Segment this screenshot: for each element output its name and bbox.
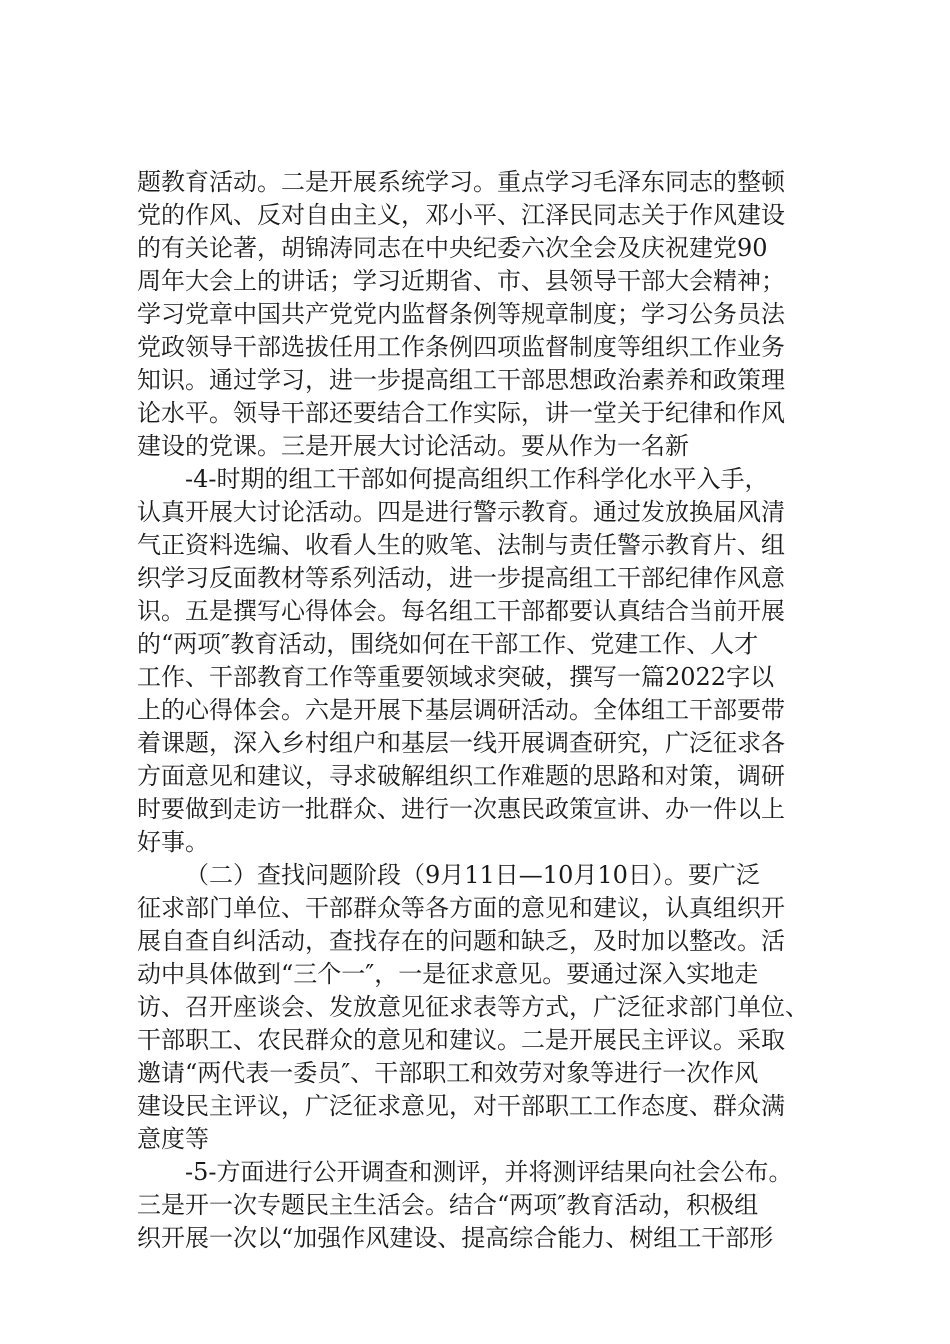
text-line: 论水平。领导干部还要结合工作实际，讲一堂关于纪律和作风 bbox=[137, 399, 785, 427]
body-text bbox=[137, 166, 837, 1255]
text-line: 建设的党课。三是开展大讨论活动。要从作为一名新 bbox=[137, 432, 689, 460]
text-line: 访、召开座谈会、发放意见征求表等方式，广泛征求部门单位、 bbox=[137, 993, 809, 1021]
text-line: 动中具体做到“三个一″，一是征求意见。要通过深入实地走 bbox=[137, 960, 759, 988]
text-line: 干部职工、农民群众的意见和建议。二是开展民主评议。采取 bbox=[137, 1026, 785, 1054]
text-line: 时要做到走访一批群众、进行一次惠民政策宣讲、办一件以上 bbox=[137, 795, 785, 823]
text-line: 邀请“两代表一委员″、干部职工和效劳对象等进行一次作风 bbox=[137, 1059, 759, 1087]
text-line: 的有关论著，胡锦涛同志在中央纪委六次全会及庆祝建党90 bbox=[137, 234, 768, 262]
text-line: 工作、干部教育工作等重要领域求突破，撰写一篇2022字以 bbox=[137, 663, 775, 691]
text-line: 建设民主评议，广泛征求意见，对干部职工工作态度、群众满 bbox=[137, 1092, 785, 1120]
text-line: 意度等 bbox=[137, 1125, 209, 1153]
text-line: 认真开展大讨论活动。四是进行警示教育。通过发放换届风清 bbox=[137, 498, 785, 526]
text-line: 题教育活动。二是开展系统学习。重点学习毛泽东同志的整顿 bbox=[137, 168, 785, 196]
text-line: 识。五是撰写心得体会。每名组工干部都要认真结合当前开展 bbox=[137, 597, 785, 625]
text-line: 织开展一次以“加强作风建设、提高综合能力、树组工干部形 bbox=[137, 1224, 774, 1252]
text-line: 征求部门单位、干部群众等各方面的意见和建议，认真组织开 bbox=[137, 894, 785, 922]
section-heading-line: （二）查找问题阶段（9月11日—10月10日）。要广泛 bbox=[185, 861, 760, 889]
text-line: 周年大会上的讲话；学习近期省、市、县领导干部大会精神； bbox=[137, 267, 785, 295]
text-line: 上的心得体会。六是开展下基层调研活动。全体组工干部要带 bbox=[137, 696, 785, 724]
text-line: 好事。 bbox=[137, 828, 209, 856]
text-line: 的“两项″教育活动，围绕如何在干部工作、党建工作、人才 bbox=[137, 630, 759, 658]
text-line: 党政领导干部选拔任用工作条例四项监督制度等组织工作业务 bbox=[137, 333, 785, 361]
page-break-line: -4-时期的组工干部如何提高组织工作科学化水平入手， bbox=[185, 465, 769, 493]
text-line: 党的作风、反对自由主义，邓小平、江泽民同志关于作风建设 bbox=[137, 201, 785, 229]
text-line: 着课题，深入乡村组户和基层一线开展调查研究，广泛征求各 bbox=[137, 729, 785, 757]
text-line: 方面意见和建议，寻求破解组织工作难题的思路和对策，调研 bbox=[137, 762, 785, 790]
text-line: 三是开一次专题民主生活会。结合“两项″教育活动，积极组 bbox=[137, 1191, 759, 1219]
text-line: 展自查自纠活动，查找存在的问题和缺乏，及时加以整改。活 bbox=[137, 927, 785, 955]
text-line: 气正资料选编、收看人生的败笔、法制与责任警示教育片、组 bbox=[137, 531, 785, 559]
page-break-line: -5-方面进行公开调查和测评，并将测评结果向社会公布。 bbox=[185, 1158, 793, 1186]
text-line: 学习党章中国共产党党内监督条例等规章制度；学习公务员法 bbox=[137, 300, 785, 328]
text-line: 织学习反面教材等系列活动，进一步提高组工干部纪律作风意 bbox=[137, 564, 785, 592]
text-line: 知识。通过学习，进一步提高组工干部思想政治素养和政策理 bbox=[137, 366, 785, 394]
